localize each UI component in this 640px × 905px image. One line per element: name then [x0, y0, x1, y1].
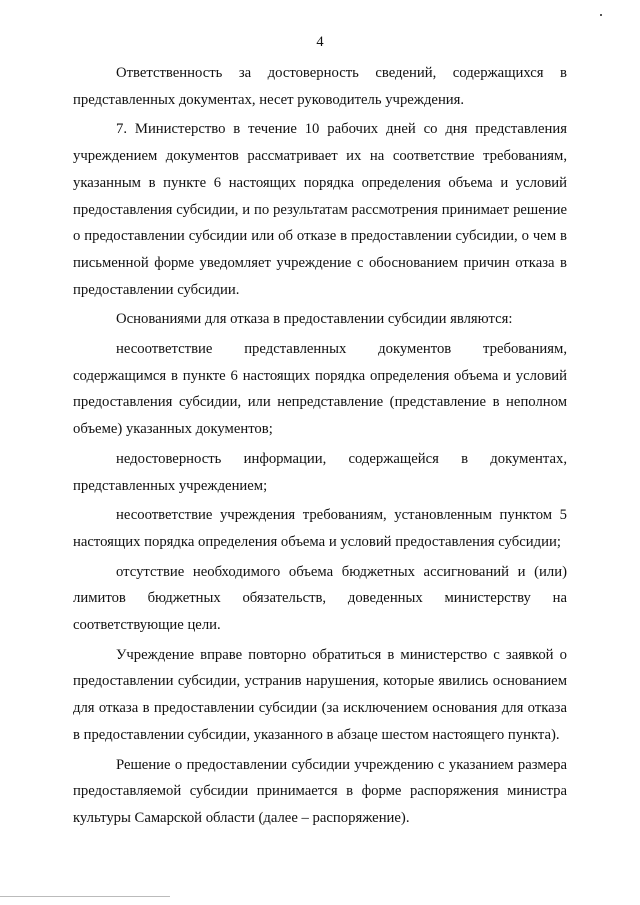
document-body	[73, 60, 567, 832]
paragraph-ground-noncompliance-institution: несоответствие учреждения требованиям, установленным пунктом 5 настоящих порядка определения объема и условий предоставления субсидии;	[73, 507, 567, 550]
paragraph-ground-unreliable-info: недостоверность информации, содержащейся в документах, представленных учреждением;	[73, 450, 567, 494]
paragraph-responsibility: Ответственность за достоверность сведений, содержащихся в представленных документах, несет руководитель учреждения.	[73, 65, 567, 108]
paragraph-ground-no-budget: отсутствие необходимого объема бюджетных ассигнований и (или) лимитов бюджетных обязательств, доведенных министерству на соответствующие цели.	[73, 563, 567, 634]
page-number: 4	[316, 34, 324, 50]
paragraph-ground-noncompliance-docs: несоответствие представленных документов требованиям, содержащимся в пункте 6 настоящих порядка определения объема и условий предоставления субсидии, или непредставление (представление в неполном объеме) указанных документов;	[73, 341, 567, 438]
scan-artifact-top-right	[600, 14, 602, 16]
paragraph-reapply: Учреждение вправе повторно обратиться в министерство с заявкой о предоставлении субсидии, устранив нарушения, которые явились основанием для отказа в предоставлении субсидии (за исключением основания для отказа в предоставлении субсидии, указанного в абзаце шестом настоящего пункта).	[73, 646, 567, 743]
paragraph-item-7: 7. Министерство в течение 10 рабочих дней со дня представления учреждением документов рассматривает их на соответствие требованиям, указанным в пункте 6 настоящих порядка определения объема и условий предоставления субсидии, и по результатам рассмотрения принимает решение о предоставлении субсидии или об отказе в предоставлении субсидии, о чем в письменной форме уведомляет учреждение с обоснованием причин отказа в предоставлении субсидии.	[73, 121, 567, 298]
paragraph-decision: Решение о предоставлении субсидии учреждению с указанием размера предоставляемой субсидии принимается в форме распоряжения министра культуры Самарской области (далее – распоряжение).	[73, 756, 567, 826]
scan-artifact-bottom-left	[0, 896, 170, 897]
paragraph-grounds-intro: Основаниями для отказа в предоставлении субсидии являются:	[116, 311, 513, 328]
